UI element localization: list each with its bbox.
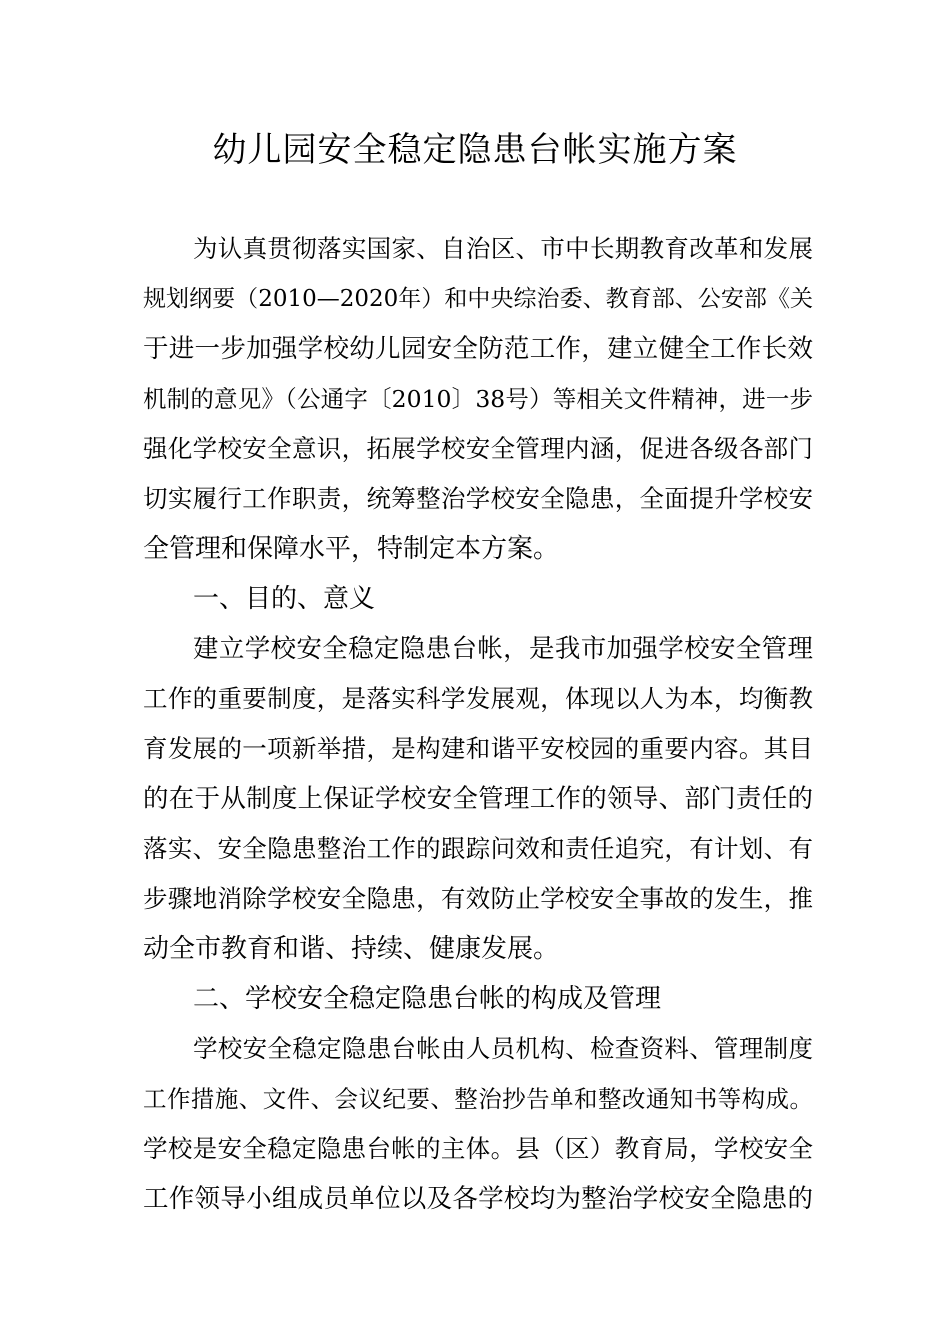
paragraph-2-line-6: 步骤地消除学校安全隐患，有效防止学校安全事故的发生，推 xyxy=(143,884,813,913)
paragraph-3-line-4: 工作领导小组成员单位以及各学校均为整治学校安全隐患的 xyxy=(143,1184,813,1214)
paragraph-1-line-3: 于进一步加强学校幼儿园安全防范工作，建立健全工作长效 xyxy=(143,334,813,364)
section-heading-2: 二、学校安全稳定隐患台帐的构成及管理 xyxy=(193,984,662,1014)
section-heading-1: 一、目的、意义 xyxy=(193,584,376,614)
paragraph-1-line-7: 全管理和保障水平，特制定本方案。 xyxy=(143,534,560,564)
paragraph-3-line-2: 工作措施、文件、会议纪要、整治抄告单和整改通知书等构成。 xyxy=(143,1085,813,1113)
paragraph-1-line-4: 机制的意见》（公通字〔2010〕38号）等相关文件精神，进一步 xyxy=(143,385,813,413)
paragraph-2-line-1: 建立学校安全稳定隐患台帐，是我市加强学校安全管理 xyxy=(193,634,813,664)
paragraph-1-line-2: 规划纲要（2010—2020年）和中央综治委、教育部、公安部《关 xyxy=(143,286,813,312)
paragraph-3-line-3: 学校是安全稳定隐患台帐的主体。县（区）教育局，学校安全 xyxy=(143,1134,813,1163)
paragraph-2-line-2: 工作的重要制度，是落实科学发展观，体现以人为本，均衡教 xyxy=(143,684,813,713)
paragraph-2-line-5: 落实、安全隐患整治工作的跟踪问效和责任追究，有计划、有 xyxy=(143,834,813,863)
document-title: 幼儿园安全稳定隐患台帐实施方案 xyxy=(212,130,738,170)
paragraph-1-line-1: 为认真贯彻落实国家、自治区、市中长期教育改革和发展 xyxy=(193,234,813,263)
paragraph-3-line-1: 学校安全稳定隐患台帐由人员机构、检查资料、管理制度 xyxy=(193,1034,813,1063)
paragraph-2-line-4: 的在于从制度上保证学校安全管理工作的领导、部门责任的 xyxy=(143,784,813,814)
paragraph-2-line-3: 育发展的一项新举措，是构建和谐平安校园的重要内容。其目 xyxy=(143,734,813,763)
paragraph-1-line-6: 切实履行工作职责，统筹整治学校安全隐患，全面提升学校安 xyxy=(143,484,813,513)
paragraph-2-line-7: 动全市教育和谐、持续、健康发展。 xyxy=(143,934,560,964)
paragraph-1-line-5: 强化学校安全意识，拓展学校安全管理内涵，促进各级各部门 xyxy=(143,434,813,463)
